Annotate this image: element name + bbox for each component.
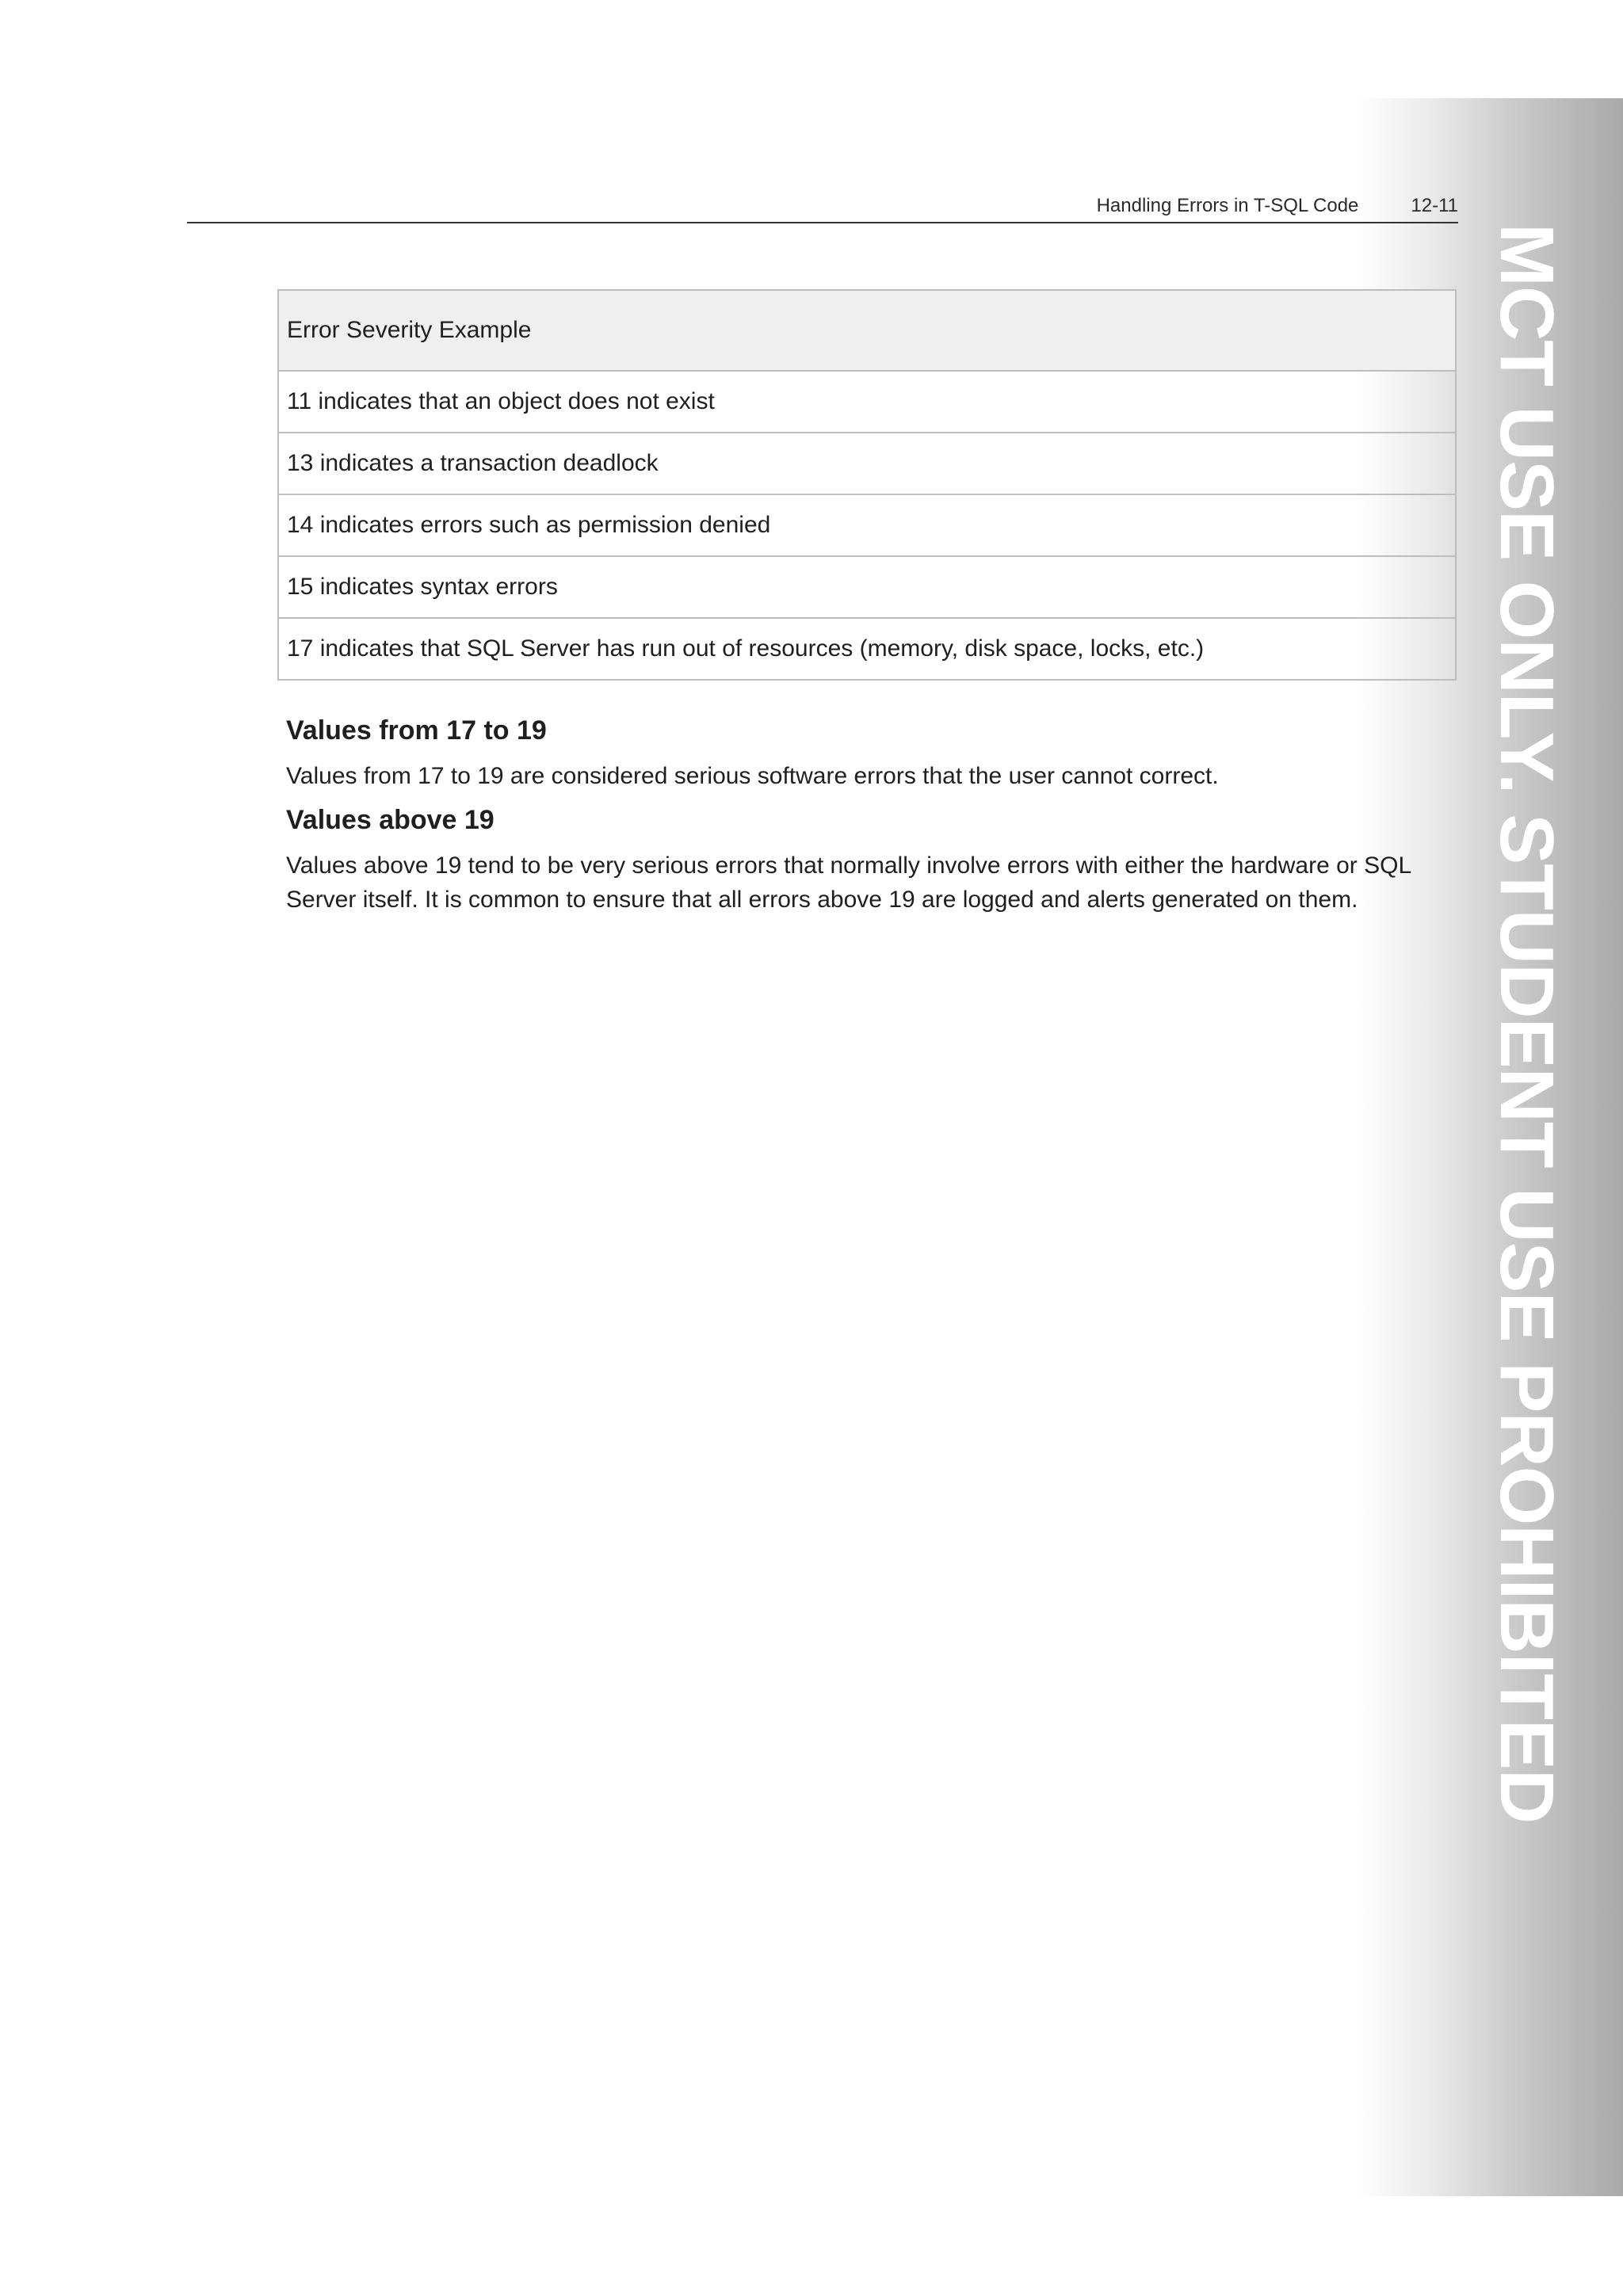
table-cell: 17 indicates that SQL Server has run out of resources (memory, disk space, locks, etc.): [278, 618, 1456, 680]
table-cell: 11 indicates that an object does not exist: [278, 371, 1456, 433]
table-cell: 14 indicates errors such as permission denied: [278, 494, 1456, 556]
table-row: [278, 494, 1456, 556]
table-row: [278, 371, 1456, 433]
section-heading: Values from 17 to 19: [286, 715, 547, 746]
watermark: MCT USE ONLY. STUDENT USE PROHIBITED: [1484, 223, 1569, 1824]
body-content: [286, 713, 1419, 926]
table-header-row: [278, 290, 1456, 371]
table-row: [278, 618, 1456, 680]
section-heading: Values above 19: [286, 805, 495, 836]
severity-table: [277, 289, 1457, 681]
section-paragraph: Values above 19 tend to be very serious errors that normally involve errors with either the hardware or SQL Server itself. It is common to ensure that all errors above 19 are logged and alerts generated on them.: [286, 852, 1411, 913]
table-cell: 15 indicates syntax errors: [278, 556, 1456, 618]
table-cell: 13 indicates a transaction deadlock: [278, 433, 1456, 494]
running-head: [1097, 195, 1458, 217]
running-head-title: Handling Errors in T-SQL Code: [1096, 195, 1359, 216]
table-row: [278, 556, 1456, 618]
section-paragraph: Values from 17 to 19 are considered serious software errors that the user cannot correct.: [286, 763, 1219, 790]
table-header: Error Severity Example: [278, 290, 1456, 371]
table-row: [278, 433, 1456, 494]
page-number: 12-11: [1411, 195, 1458, 216]
header-rule: [187, 222, 1458, 223]
